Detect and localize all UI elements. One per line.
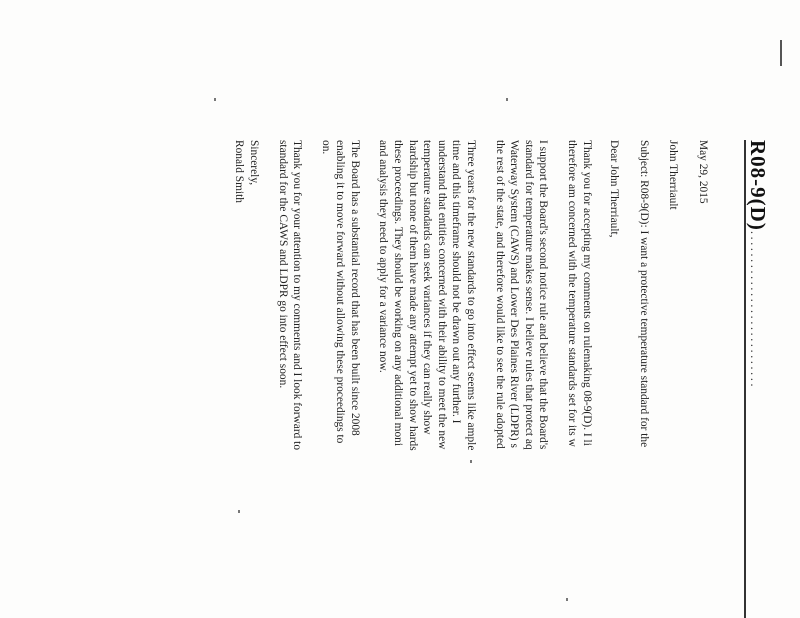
paragraph-line: and analysis they need to apply for a variance now. — [377, 140, 390, 373]
paragraph-2 — [492, 140, 550, 618]
paragraph-1 — [564, 140, 593, 618]
scan-speck — [214, 98, 216, 101]
letter-header — [745, 140, 770, 618]
letter-date: May 29, 2015 — [697, 140, 709, 204]
letter-closing: Sincerely, — [247, 140, 260, 186]
docket-leader-dots: ............................ — [748, 230, 763, 390]
letter-salutation: Dear John Therriault, — [608, 140, 621, 238]
paragraph-5 — [275, 140, 304, 618]
paragraph-line: The Board has a substantial record that has been built since 2008 — [348, 140, 361, 436]
paragraph-3 — [376, 140, 478, 618]
letter-body — [232, 140, 710, 618]
paragraph-line: Thank you for accepting my comments on rulemaking 08-9(D). I li — [580, 140, 593, 446]
paragraph-line: understand that entities concerned with their ability to meet the new — [435, 140, 448, 450]
letter-subject: Subject: R08-9(D): I want a protective temperature standard for the — [637, 140, 650, 448]
scan-speck — [506, 98, 508, 101]
paragraph-line: the rest of the state, and therefore would like to see the rule adopted — [493, 140, 506, 449]
paragraph-line: temperature standards can seek variances if they can really show — [421, 140, 434, 435]
paragraph-line: therefore am concerned with the temperature standards set for its w — [566, 140, 579, 447]
paragraph-4 — [318, 140, 362, 618]
paragraph-line: hardship but none of them have made any attempt yet to show hards — [406, 140, 419, 451]
paragraph-line: standard for temperature makes sense. I believe rules that protect aq — [522, 140, 535, 450]
paragraph-line: I support the Board's second notice rule and believe that the Board's — [537, 140, 550, 450]
paragraph-line: these proceedings. They should be working on any additional moni — [392, 140, 405, 447]
paragraph-line: standard for the CAWS and LDPR go into effect soon. — [276, 140, 289, 389]
paragraph-line: Three years for the new standards to go into effect seems like ample — [465, 140, 478, 451]
scan-edge-mark — [780, 40, 782, 66]
paragraph-line: on. — [319, 140, 332, 155]
letter-recipient: John Therriault — [667, 140, 680, 210]
paragraph-line: Thank you for your attention to my comments and I look forward to — [291, 140, 304, 451]
letter-signature: Ronald Smith — [233, 140, 246, 203]
paragraph-line: Waterway System (CAWS) and Lower Des Plaines River (LDPR) s — [508, 140, 521, 448]
paragraph-line: enabling it to move forward without allowing these proceedings to — [334, 140, 347, 444]
docket-number: R08-9(D) — [746, 140, 770, 231]
paragraph-line: time and this timeframe should not be drawn out any further. I — [450, 140, 463, 424]
